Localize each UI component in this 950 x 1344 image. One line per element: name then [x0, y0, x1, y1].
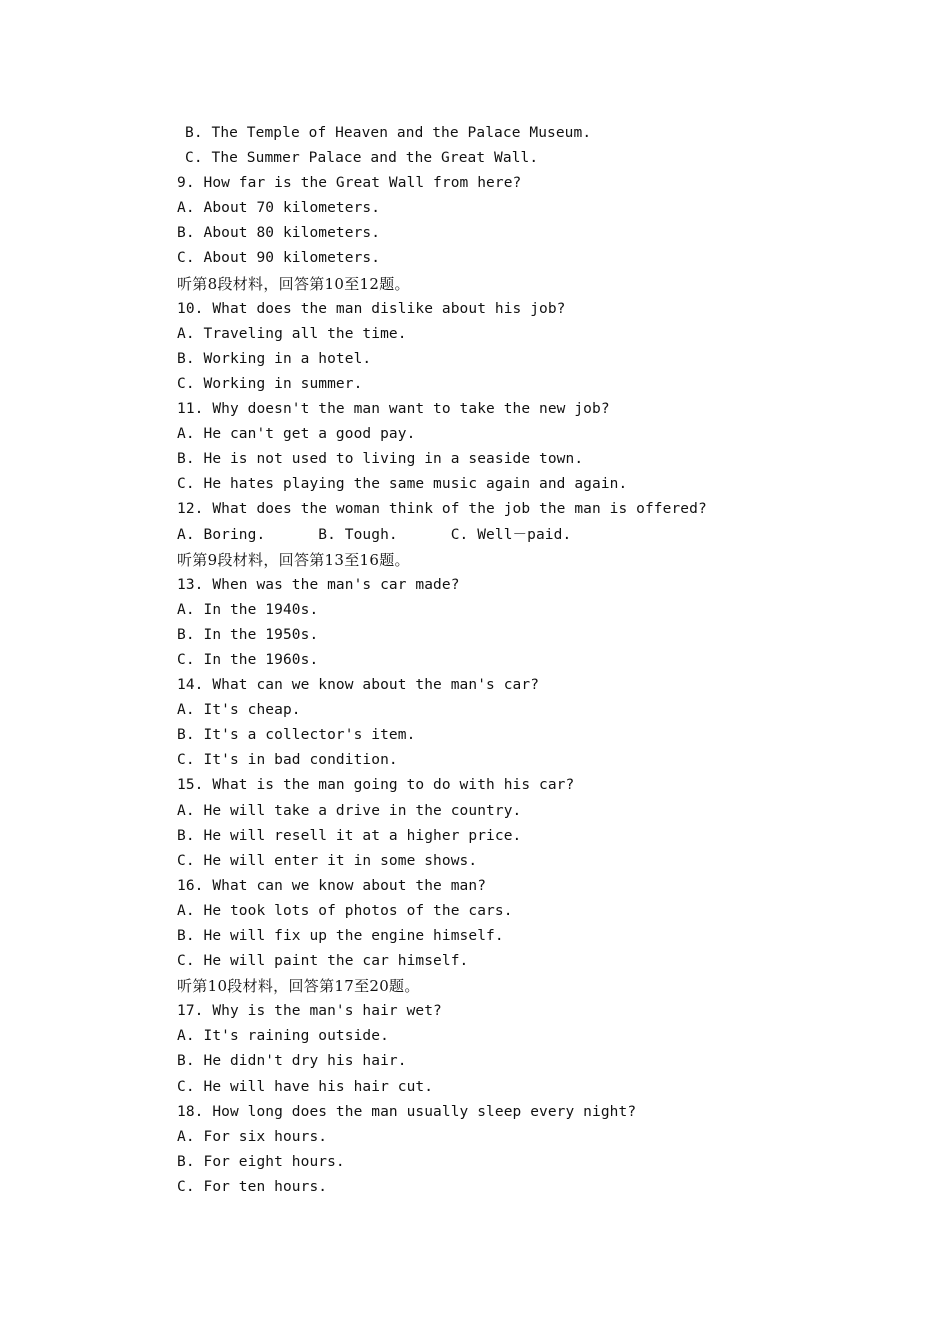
answer-option-line: A. It's raining outside. [177, 1028, 389, 1045]
answer-option-line: C. The Summer Palace and the Great Wall. [185, 150, 539, 167]
answer-option-line: A. It's cheap. [177, 702, 301, 719]
question-line: 15. What is the man going to do with his car? [177, 777, 575, 794]
question-line: 16. What can we know about the man? [177, 877, 487, 894]
question-line: 12. What does the woman think of the job the man is offered? [177, 501, 707, 518]
question-line: 9. How far is the Great Wall from here? [177, 175, 522, 192]
question-line: 14. What can we know about the man's car? [177, 677, 540, 694]
answer-option-line: C. He hates playing the same music again and again. [177, 476, 628, 493]
section-instruction-line: 听第10段材料，回答第17至20题。 [177, 977, 420, 996]
answer-option-line: B. He will fix up the engine himself. [177, 928, 504, 944]
answer-option-line: C. He will paint the car himself. [177, 953, 469, 970]
answer-option-line: C. For ten hours. [177, 1178, 328, 1195]
answer-option-line: B. For eight hours. [177, 1153, 345, 1170]
answer-option-line: B. He didn't dry his hair. [177, 1053, 407, 1070]
answer-option-line: B. About 80 kilometers. [177, 225, 381, 242]
answer-option-line: A. About 70 kilometers. [177, 200, 381, 217]
question-line: 17. Why is the man's hair wet? [177, 1003, 442, 1020]
answer-option-line: C. He will enter it in some shows. [177, 852, 478, 869]
answer-option-line: A. Boring. B. Tough. C. Well－paid. [177, 526, 572, 543]
question-line: 13. When was the man's car made? [177, 576, 460, 593]
answer-option-line: C. In the 1960s. [177, 651, 319, 668]
answer-option-line: A. In the 1940s. [177, 601, 319, 618]
answer-option-line: A. Traveling all the time. [177, 325, 407, 342]
answer-option-line: B. He is not used to living in a seaside town. [177, 451, 584, 468]
section-instruction-line: 听第9段材料，回答第13至16题。 [177, 550, 410, 569]
question-line: 18. How long does the man usually sleep every night? [177, 1103, 637, 1120]
exam-text-block [177, 121, 877, 1200]
answer-option-line: A. He took lots of photos of the cars. [177, 902, 513, 919]
section-instruction-line: 听第8段材料，回答第10至12题。 [177, 274, 410, 293]
answer-option-line: C. Working in summer. [177, 375, 363, 392]
answer-option-line: C. It's in bad condition. [177, 752, 398, 769]
question-line: 10. What does the man dislike about his job? [177, 300, 566, 317]
answer-option-line: A. He can't get a good pay. [177, 426, 416, 443]
answer-option-line: C. He will have his hair cut. [177, 1078, 434, 1095]
answer-option-line: C. About 90 kilometers. [177, 250, 381, 267]
question-line: 11. Why doesn't the man want to take the new job? [177, 401, 610, 418]
answer-option-line: A. He will take a drive in the country. [177, 802, 522, 819]
answer-option-line: B. In the 1950s. [177, 626, 319, 643]
answer-option-line: B. The Temple of Heaven and the Palace Museum. [185, 125, 592, 141]
answer-option-line: B. It's a collector's item. [177, 727, 416, 744]
answer-option-line: B. Working in a hotel. [177, 350, 372, 367]
answer-option-line: B. He will resell it at a higher price. [177, 827, 522, 844]
answer-option-line: A. For six hours. [177, 1128, 328, 1145]
